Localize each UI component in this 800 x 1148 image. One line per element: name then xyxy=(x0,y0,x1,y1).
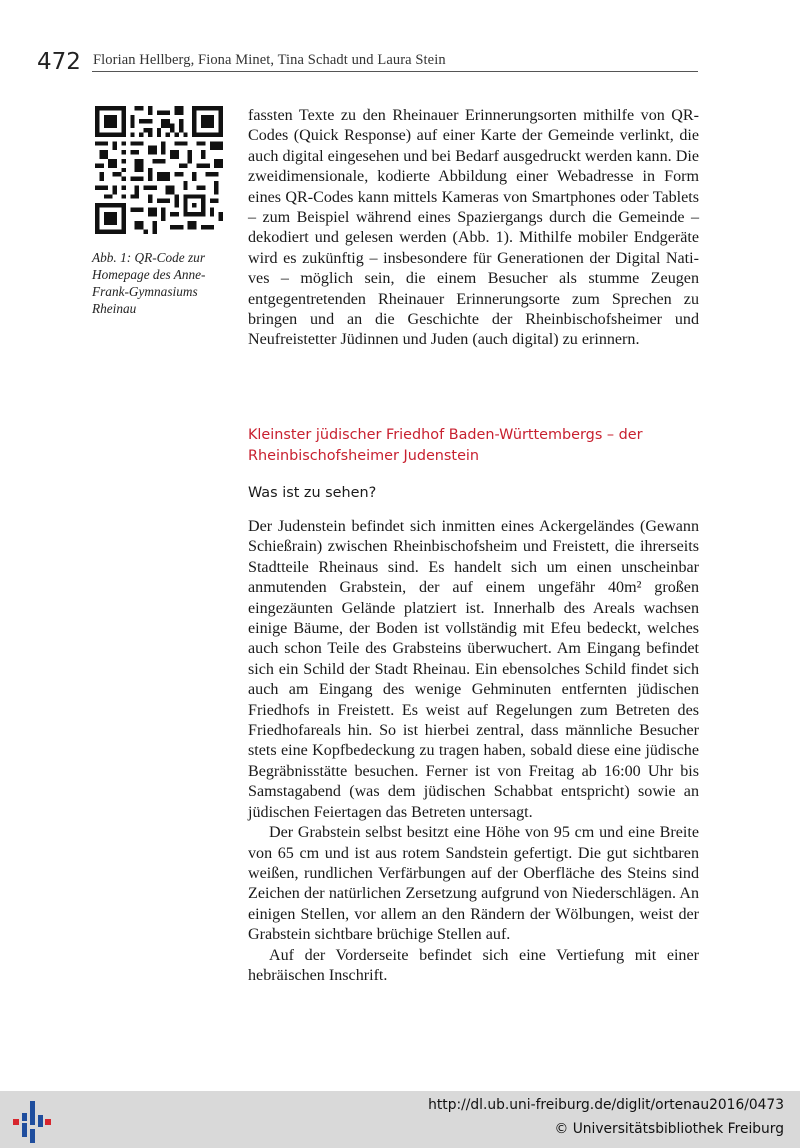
library-logo-icon xyxy=(13,1099,51,1143)
body-paragraph-3: Auf der Vorderseite befindet sich eine Vertiefung mit einer hebräischen Inschrift. xyxy=(248,946,699,984)
intro-text-block xyxy=(248,106,699,351)
qr-code-image xyxy=(95,106,223,234)
figure-caption: Abb. 1: QR-Code zur Homepage des Anne-Frank-Gymnasiums Rheinau xyxy=(92,250,206,316)
body-text-block xyxy=(248,517,699,986)
footer-bar xyxy=(0,1091,800,1148)
body-paragraph-1: Der Judenstein befindet sich inmitten eines Ackergeländes (Gewann Schießrain) zwischen Rheinbischofsheim und Freistett, die ihrerseits Stadtteile Rheinaus sind. Es handelt sich um einen unscheinbar anmutenden Grabstein, der auf einem ungefähr 40m² großen eingezäunten Gelände platziert ist. Innerhalb des Areals wachsen einige Bäume, der Boden ist vollständig mit Efeu bedeckt, welches auch schon Teile des Grabsteins überwuchert. Am Eingang befindet sich ein Schild der Stadt Rheinau. Ein ebensolches Schild findet sich auch am Eingang des wenige Gehminuten entfernten jüdischen Friedhofs in Freistett. Es weist auf Regelungen zum Betreten des Friedhofareals hin. So ist hierbei zentral, dass männliche Besucher stets eine Kopfbedeckung zu tragen haben, sobald diese eine jüdische Begräbnisstätte besuchen. Ferner ist von Freitag ab 16:00 Uhr bis Samstagabend (was dem jüdischen Schabbat entspricht) sowie an jüdischen Feiertagen das Betreten untersagt. xyxy=(248,518,699,821)
subheading: Was ist zu sehen? xyxy=(248,485,377,501)
body-paragraph-2: Der Grabstein selbst besitzt eine Höhe von 95 cm und eine Breite von 65 cm und ist aus rotem Sandstein gefertigt. Die gut sichtbaren weißen, rundlichen Verfärbungen auf der Oberfläche des Steins sind Zeichen der natürlichen Zersetzung aufgrund von Niederschlägen. An einigen Stellen, vor allem an den Rändern der Wölbungen, weist der Grabstein sichtbare brüchige Stellen auf. xyxy=(248,824,699,944)
header-rule xyxy=(92,71,698,72)
footer-copyright: © Universitätsbibliothek Freiburg xyxy=(554,1121,784,1137)
section-title: Kleinster jüdischer Friedhof Baden-Württembergs – der Rheinbischofsheimer Judenstein xyxy=(248,427,643,464)
footer-url-link[interactable]: http://dl.ub.uni-freiburg.de/diglit/ortenau2016/0473 xyxy=(428,1097,784,1113)
intro-paragraph: fassten Texte zu den Rheinauer Erinnerungsorten mithilfe von QR-Codes (Quick Response) auf einer Karte der Gemeinde verlinkt, die auch digital eingesehen und bei Bedarf ausgedruckt werden kann. Die zweidimensionale, kodierte Abbildung einer Webadresse in Form eines QR-Codes kann mittels Kameras von Smartphones oder Tablets – zum Beispiel während eines Spaziergangs durch die Gemeinde – dekodiert und gelesen werden (Abb. 1). Mithilfe mobiler Endgeräte wird es zukünftig – insbesondere für Generationen der Digital Natives – möglich sein, die einem Besucher als stumme Zeugen entgegentretenden Rheinauer Erinnerungsorte zum Sprechen zu bringen und an die Geschichte der Rheinbischofsheimer und Neufreistetter Jüdinnen und Juden (auch digital) zu erinnern. xyxy=(248,107,699,349)
page-number: 472 xyxy=(37,49,81,75)
running-head: Florian Hellberg, Fiona Minet, Tina Schadt und Laura Stein xyxy=(93,52,446,68)
